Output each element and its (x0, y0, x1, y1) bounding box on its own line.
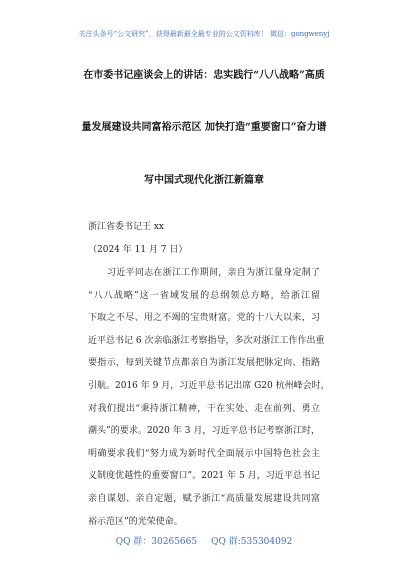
title-line-3: 写中国式现代化浙江新篇章 (144, 175, 264, 186)
header-note: 关注头条号“公文研究”，获得最新最全最专业的公文资料库！ 微信：gongwenyj (78, 30, 330, 38)
qq-group-2: QQ 群:535304092 (211, 537, 293, 547)
body-line: 要指示，每到关键节点都亲自为浙江发展把脉定向、指路 (88, 358, 320, 369)
footer-qq-groups (0, 536, 408, 548)
body-line: 引航。2016 年 9 月，习近平总书记出席 G20 杭州峰会时， (88, 381, 330, 391)
body-line: 潮头”的要求。2020 年 3 月，习近平总书记考察浙江时， (88, 426, 320, 437)
body-line: 明确要求我们“努力成为新时代全面展示中国特色社会主 (88, 448, 320, 459)
author-line: 浙江省委书记王 xx (88, 222, 165, 232)
body-line: 习近平同志在浙江工作期间，亲自为浙江量身定制了 (107, 268, 320, 278)
date-line: （2024 年 11 月 7 日） (88, 245, 188, 255)
qq-group-1: QQ 群：30265665 (115, 537, 198, 547)
body-line: 义制度优越性的重要窗口”。2021 年 5 月，习近平总书记 (88, 471, 320, 482)
body-line: 对我们提出“秉持浙江精神，干在实处、走在前列、勇立 (88, 403, 320, 414)
title-line-2: 量发展建设共同富裕示范区 加快打造“重要窗口”奋力谱 (81, 122, 327, 133)
body-line: 亲自谋划、亲自定题，赋予浙江“高质量发展建设共同富 (88, 494, 320, 504)
body-line: 裕示范区”的光荣使命。 (88, 516, 183, 527)
body-line: 下取之不尽、用之不竭的宝贵财富。党的十八大以来，习 (88, 313, 320, 324)
body-line: 近平总书记 6 次亲临浙江考察指导，多次对浙江工作作出重 (88, 335, 325, 346)
title-line-1: 在市委书记座谈会上的讲话：忠实践行“八八战略”高质 (83, 70, 325, 81)
body-line: “八八战略”这一省域发展的总纲领总方略，给浙江留 (88, 290, 320, 301)
